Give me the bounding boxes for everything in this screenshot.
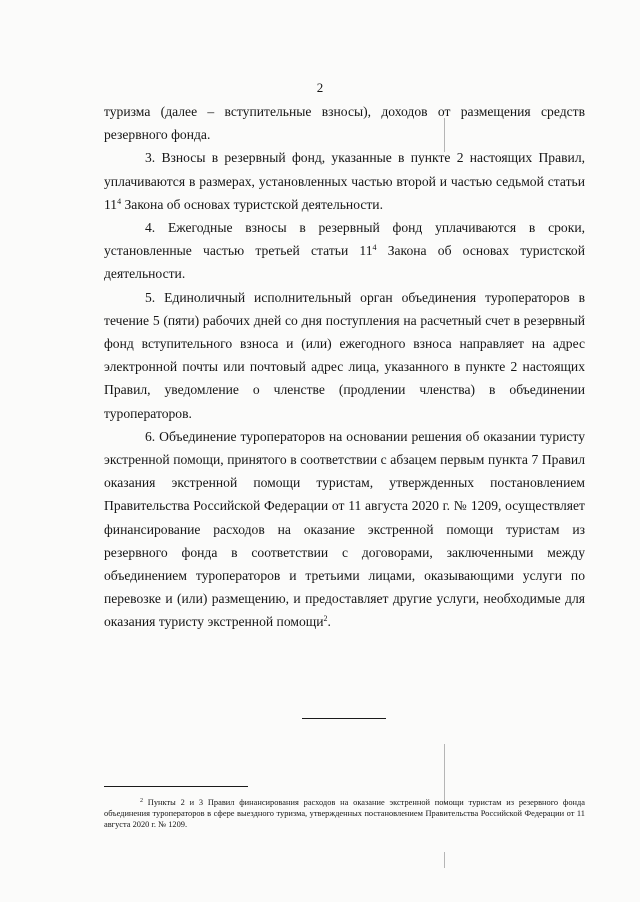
paragraph-text-tail: . — [327, 614, 331, 630]
superscript-index: 4 — [372, 243, 377, 253]
paragraph-text: 3. Взносы в резервный фонд, указанные в пункте 2 настоящих Правил, уплачиваются в размерах, установленных частью второй и частью седьмой статьи 11 — [104, 150, 585, 212]
paragraph-item-4 — [104, 216, 585, 286]
paragraph-text: 4. Ежегодные взносы в резервный фонд уплачиваются в сроки, установленные частью третьей статьи 11 — [104, 220, 585, 259]
footnote-marker: 2 — [140, 798, 143, 804]
footnote-reference: 2 — [323, 614, 328, 624]
scan-artifact-line — [444, 744, 445, 804]
paragraph-text-tail: Закона об основах туристской деятельности. — [104, 243, 585, 282]
footnote-text: Пункты 2 и 3 Правил финансирования расходов на оказание экстренной помощи туристам из резервного фонда объединения туроператоров в сфере выездного туризма, утвержденных постановлением Правительства Российской Федерации от 11 августа 2020 г. № 1209. — [104, 798, 585, 829]
scan-artifact-line — [444, 852, 445, 868]
paragraph-text: туризма (далее – вступительные взносы), доходов от размещения средств резервного фонда. — [104, 104, 585, 143]
end-of-text-rule — [302, 718, 386, 719]
paragraph-text: 6. Объединение туроператоров на основании решения об оказании туристу экстренной помощи, принятого в соответствии с абзацем первым пункта 7 Правил оказания экстренной помощи туристам, утвержденных постановлением Правительства Российской Федерации от 11 августа 2020 г. № 1209, осуществляет финансирование расходов на оказание экстренной помощи туристам из резервного фонда в соответствии с договорами, заключенными между объединением туроператоров и третьими лицами, оказывающими услуги по перевозке и (или) размещению, и предоставляет другие услуги, необходимые для оказания туристу экстренной помощи — [104, 428, 585, 630]
footnote-separator — [104, 786, 248, 787]
page-number: 2 — [316, 80, 324, 95]
document-body — [104, 100, 585, 634]
paragraph-text: 5. Единоличный исполнительный орган объединения туроператоров в течение 5 (пяти) рабочих дней со дня поступления на расчетный счет в резервный фонд вступительного взноса и (или) ежегодного взноса направляет на адрес электронной почты или почтовый адрес лица, указанного в пункте 2 настоящих Правил, уведомление о членстве (продлении членства) в объединении туроператоров. — [104, 289, 585, 421]
scan-artifact-line — [444, 118, 445, 152]
paragraph-text-tail: Закона об основах туристской деятельности. — [121, 196, 383, 212]
paragraph-item-3 — [104, 146, 585, 216]
paragraph-item-6 — [104, 425, 585, 634]
superscript-index: 4 — [117, 196, 122, 206]
footnote — [104, 797, 585, 830]
paragraph-continuation — [104, 100, 585, 146]
paragraph-item-5 — [104, 286, 585, 425]
